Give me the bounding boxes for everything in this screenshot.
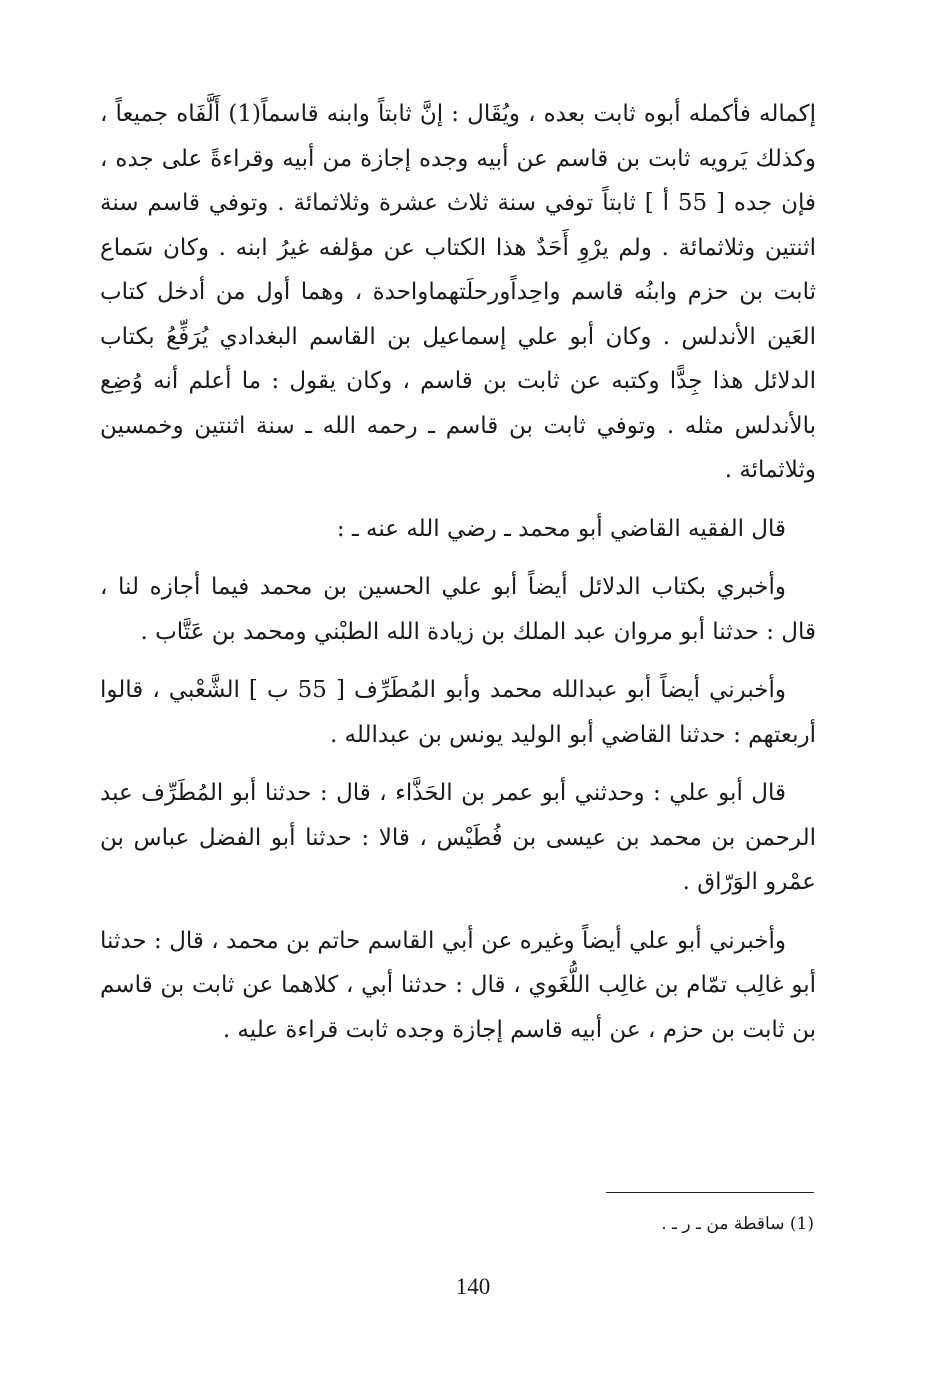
page-number: 140	[455, 1274, 491, 1299]
page-body	[100, 92, 816, 1052]
paragraph-1: إكماله فأكمله أبوه ثابت بعده ، ويُقَال : إنَّ ثابتاً وابنه قاسماً(1) أَلَّفَاه جميعاً ، وكذلك يَرويه ثابت بن قاسم عن أبيه وجده إجازة من أبيه وقراءةً على جده ، فإن جده [ 55 أ ] ثابتاً توفي سنة ثلاث عشرة وثلاثمائة . وتوفي قاسم سنة اثنتين وثلاثمائة . ولم يرْوِ أَحَدٌ هذا الكتاب عن مؤلفه غيرُ ابنه . وكان سَماع ثابت بن حزم وابنُه قاسم واحِداًورحلَتهماواحدة ، وهما أول من أدخل كتاب العَين الأندلس . وكان أبو علي إسماعيل بن القاسم البغدادي يُرَفِّعُ بكتاب الدلائل هذا جِدًّا وكتبه عن ثابت بن قاسم ، وكان يقول : ما أعلم أنه وُضِع بالأندلس مثله . وتوفي ثابت بن قاسم ـ رحمه الله ـ سنة اثنتين وخمسين وثلاثمائة .	[100, 101, 816, 483]
footnote-divider	[606, 1192, 814, 1193]
paragraph-5: قال أبو علي : وحدثني أبو عمر بن الحَذَّاء ، قال : حدثنا أبو المُطَرِّف عبد الرحمن بن محمد بن عيسى بن فُطَيْس ، قالا : حدثنا أبو الفضل عباس بن عمْرو الوَرّاق .	[100, 780, 816, 895]
footnote: (1) ساقطة من ـ ر ـ .	[661, 1214, 814, 1234]
paragraph-3: وأخبري بكتاب الدلائل أيضاً أبو علي الحسين بن محمد فيما أجازه لنا ، قال : حدثنا أبو مروان عبد الملك بن زيادة الله الطبْني ومحمد بن عَتَّاب .	[100, 574, 816, 645]
paragraph-4: وأخبرني أيضاً أبو عبدالله محمد وأبو المُطَرِّف [ 55 ب ] الشَّعْبي ، قالوا أربعتهم : حدثنا القاضي أبو الوليد يونس بن عبدالله .	[100, 677, 816, 748]
paragraph-2: قال الفقيه القاضي أبو محمد ـ رضي الله عنه ـ :	[336, 515, 786, 542]
paragraph-6: وأخبرني أبو علي أيضاً وغيره عن أبي القاسم حاتم بن محمد ، قال : حدثنا أبو غالِب تمّام بن غالِب اللُّغَوي ، قال : حدثنا أبي ، كلاهما عن ثابت بن قاسم بن ثابت بن حزم ، عن أبيه قاسم إجازة وجده ثابت قراءة عليه .	[100, 927, 816, 1043]
